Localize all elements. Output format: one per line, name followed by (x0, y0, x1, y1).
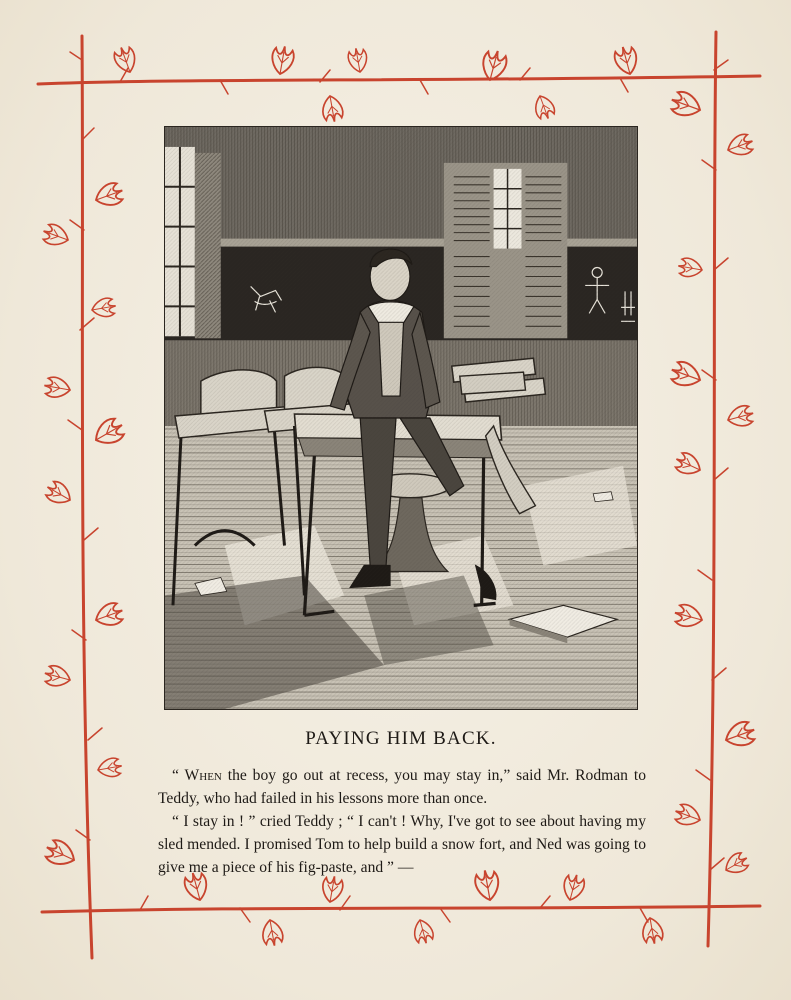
engraving-illustration-icon (165, 127, 637, 709)
paragraph-2: “ I stay in ! ” cried Teddy ; “ I can't ! Why, I've got to see about having my sled mended. I promised Tom to help build a snow fort, and Ned was going to give me a piece of his fig-paste, and ” — (158, 813, 646, 876)
story-text (158, 764, 646, 879)
paragraph-1-rest: the boy go out at recess, you may stay in,” said Mr. Rodman to Teddy, who had failed in his lessons more than once. (158, 767, 646, 807)
paragraph-1-lead: “ When (172, 767, 222, 784)
page-title: PAYING HIM BACK. (305, 728, 497, 749)
schoolroom-illustration (164, 126, 638, 710)
paragraph-1 (158, 764, 646, 810)
